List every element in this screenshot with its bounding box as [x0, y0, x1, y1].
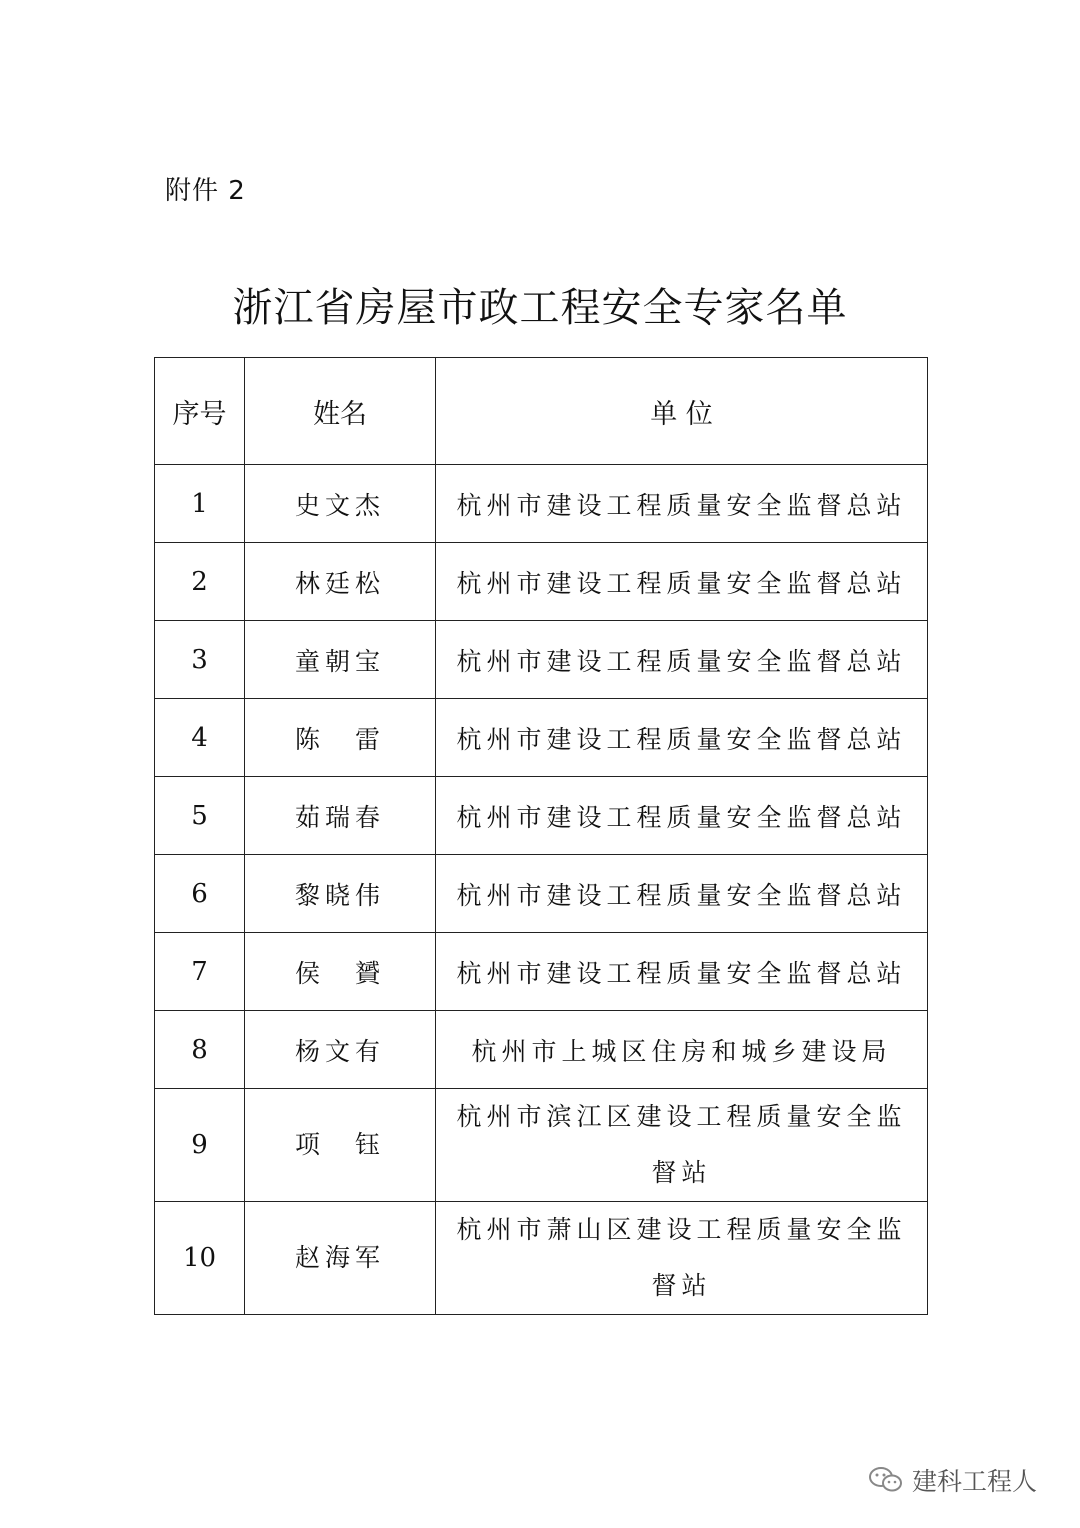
row-name: 童朝宝	[245, 621, 436, 699]
row-number: 7	[155, 933, 245, 1011]
table-header-row	[155, 358, 928, 465]
row-number: 1	[155, 465, 245, 543]
table-row	[155, 933, 928, 1011]
table-row	[155, 1011, 928, 1089]
row-number: 6	[155, 855, 245, 933]
row-name: 项 钰	[245, 1089, 436, 1202]
row-name: 林廷松	[245, 543, 436, 621]
row-unit: 杭州市建设工程质量安全监督总站	[436, 465, 928, 543]
row-unit: 杭州市建设工程质量安全监督总站	[436, 933, 928, 1011]
row-name: 陈 雷	[245, 699, 436, 777]
wechat-icon	[868, 1466, 904, 1494]
row-name: 赵海军	[245, 1202, 436, 1315]
row-number: 2	[155, 543, 245, 621]
row-unit: 杭州市建设工程质量安全监督总站	[436, 855, 928, 933]
row-unit: 杭州市建设工程质量安全监督总站	[436, 699, 928, 777]
table-row	[155, 465, 928, 543]
watermark	[868, 1462, 1037, 1498]
row-number: 10	[155, 1202, 245, 1315]
row-number: 5	[155, 777, 245, 855]
row-unit: 杭州市滨江区建设工程质量安全监督站	[436, 1089, 928, 1202]
row-unit: 杭州市建设工程质量安全监督总站	[436, 543, 928, 621]
row-number: 4	[155, 699, 245, 777]
watermark-text: 建科工程人	[912, 1467, 1038, 1496]
row-name: 史文杰	[245, 465, 436, 543]
table-row	[155, 699, 928, 777]
row-unit: 杭州市上城区住房和城乡建设局	[436, 1011, 928, 1089]
table-row	[155, 777, 928, 855]
row-name: 杨文有	[245, 1011, 436, 1089]
header-number: 序号	[155, 358, 245, 465]
expert-table	[154, 357, 928, 1315]
row-number: 3	[155, 621, 245, 699]
row-name: 茹瑞春	[245, 777, 436, 855]
table-row	[155, 1089, 928, 1202]
row-unit: 杭州市建设工程质量安全监督总站	[436, 777, 928, 855]
table-row	[155, 621, 928, 699]
row-name: 侯 贇	[245, 933, 436, 1011]
table-row	[155, 543, 928, 621]
header-name: 姓名	[245, 358, 436, 465]
row-name: 黎晓伟	[245, 855, 436, 933]
table-row	[155, 1202, 928, 1315]
document-title: 浙江省房屋市政工程安全专家名单	[232, 285, 848, 331]
row-number: 9	[155, 1089, 245, 1202]
row-number: 8	[155, 1011, 245, 1089]
table-row	[155, 855, 928, 933]
header-unit: 单 位	[436, 358, 928, 465]
attachment-label: 附件 2	[165, 176, 246, 206]
row-unit: 杭州市建设工程质量安全监督总站	[436, 621, 928, 699]
row-unit: 杭州市萧山区建设工程质量安全监督站	[436, 1202, 928, 1315]
